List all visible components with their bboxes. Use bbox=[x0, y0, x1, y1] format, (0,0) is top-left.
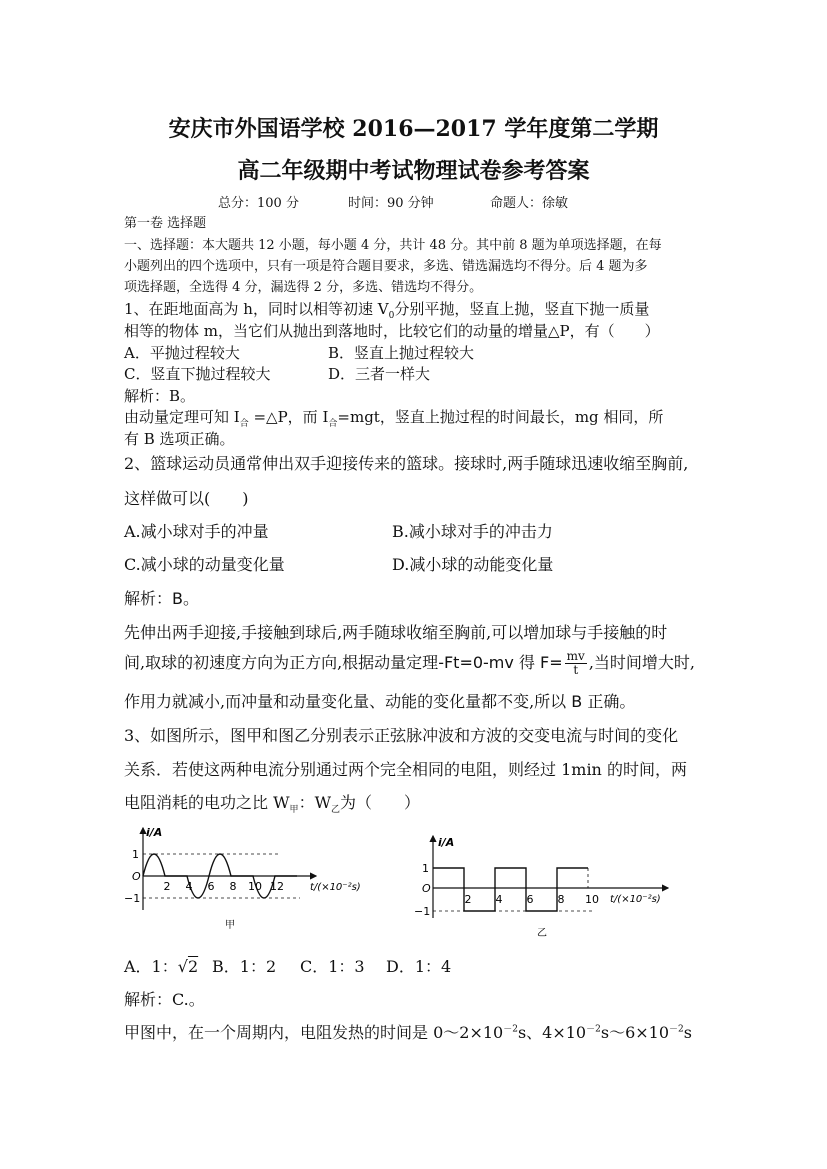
q3-stem-line: 关系．若使这两种电流分别通过两个完全相同的电阻，则经过 1min 的时间，两 bbox=[124, 760, 687, 779]
q3-stem-line: 电阻消耗的电功之比 $W_甲$：$W_乙$为（ ） bbox=[124, 793, 421, 816]
y-tick-label: 1 bbox=[132, 848, 139, 861]
q3-stem-line: 3、如图所示，图甲和图乙分别表示正弦脉冲波和方波的交变电流与时间的变化 bbox=[124, 726, 679, 745]
x-axis-label: t/(×10⁻²s) bbox=[610, 894, 661, 905]
q3-option-b: B．1：2 bbox=[212, 957, 277, 976]
q3-option-c: C．1：3 bbox=[300, 957, 365, 976]
formula-fraction: $\frac{mv}{t}$ bbox=[566, 649, 585, 677]
document-title: 安庆市外国语学校 2016—2017 学年度第二学期 bbox=[168, 116, 659, 142]
x-tick-labels bbox=[465, 893, 600, 906]
q1-option-c: C．竖直下抛过程较大 bbox=[124, 365, 271, 383]
q3-explanation-line: 甲图中，在一个周期内，电阻发热的时间是 $0\sim 2\times 10^{-2}s$、$4\times 10^{-2}s\sim 6\times 10^{-2}s$ bbox=[124, 1023, 692, 1042]
x-tick-label: 8 bbox=[557, 893, 565, 906]
q1-explanation-line: 由动量定理可知 $I_合$ =△P，而 $I_合=mgt$，竖直上抛过程的时间最长，mg 相同，所 bbox=[124, 408, 664, 429]
q1-option-b: B．竖直上抛过程较大 bbox=[328, 344, 475, 362]
y-tick-label: −1 bbox=[124, 892, 141, 905]
q1-option-d: D．三者一样大 bbox=[328, 365, 431, 383]
q2-answer: 解析：B。 bbox=[124, 589, 200, 608]
section-intro-line: 项选择题，全选得 4 分，漏选得 2 分，多选、错选均不得分。 bbox=[124, 280, 483, 295]
sqrt-symbol: √ bbox=[177, 957, 188, 976]
x-tick-label: 2 bbox=[163, 880, 171, 893]
origin-label: O bbox=[132, 870, 141, 883]
x-tick-labels bbox=[164, 880, 285, 893]
figure-caption: 乙 bbox=[537, 928, 547, 939]
figure-jia-sine-pulse bbox=[120, 822, 390, 942]
q2-option-a: A.减小球对手的冲量 bbox=[124, 522, 269, 541]
y-tick-label: 1 bbox=[422, 862, 429, 875]
x-tick-label: 8 bbox=[229, 880, 237, 893]
x-tick-label: 6 bbox=[526, 893, 534, 906]
q2-explanation-line: 先伸出两手迎接,手接触到球后,两手随球收缩至胸前,可以增加球与手接触的时 bbox=[124, 623, 668, 642]
q2-stem-line: 这样做可以( ) bbox=[124, 489, 249, 508]
y-tick-label: −1 bbox=[414, 905, 431, 918]
q1-answer: 解析：B。 bbox=[124, 387, 196, 405]
square-wave bbox=[433, 868, 588, 911]
q3-answer: 解析：C.。 bbox=[124, 990, 205, 1009]
q2-explanation-line: 间,取球的初速度方向为正方向,根据动量定理-Ft=0-mv 得 F= $\frac{mv}{t}$ ,当时间增大时, bbox=[124, 649, 696, 677]
q1-option-a: A．平抛过程较大 bbox=[124, 344, 240, 362]
q3-option-d: D．1：4 bbox=[386, 957, 452, 976]
x-tick-label: 10 bbox=[248, 880, 262, 893]
q1-stem-line: 相等的物体 m，当它们从抛出到落地时，比较它们的动量的增量△P，有（ ） bbox=[124, 322, 660, 340]
x-tick-label: 2 bbox=[464, 893, 472, 906]
q2-option-b: B.减小球对手的冲击力 bbox=[392, 522, 553, 541]
x-tick-label: 12 bbox=[270, 880, 284, 893]
x-tick-label: 6 bbox=[207, 880, 215, 893]
document-subtitle: 高二年级期中考试物理试卷参考答案 bbox=[237, 158, 590, 184]
q2-explanation-line: 作用力就减小,而冲量和动量变化量、动能的变化量都不变,所以 B 正确。 bbox=[124, 692, 636, 711]
meta-time: 时间：90 分钟 bbox=[348, 196, 434, 211]
y-axis-label: i/A bbox=[146, 826, 163, 839]
q1-stem-line: 1、在距地面高为 h，同时以相等初速 $V_0$分别平抛，竖直上抛，竖直下抛一质量 bbox=[124, 300, 650, 321]
q2-stem-line: 2、篮球运动员通常伸出双手迎接传来的篮球。接球时,两手随球迅速收缩至胸前, bbox=[124, 454, 689, 473]
q2-option-c: C.减小球的动量变化量 bbox=[124, 555, 285, 574]
section-intro-line: 一、选择题：本大题共 12 小题，每小题 4 分，共计 48 分。其中前 8 题为单项选择题，在每 bbox=[124, 238, 662, 253]
origin-label: O bbox=[422, 882, 431, 895]
x-tick-label: 4 bbox=[185, 880, 193, 893]
x-tick-label: 10 bbox=[585, 893, 599, 906]
q1-explanation-line: 有 B 选项正确。 bbox=[124, 430, 235, 448]
figure-caption: 甲 bbox=[225, 920, 235, 931]
meta-total-score: 总分：100 分 bbox=[218, 196, 299, 211]
meta-author: 命题人：徐敏 bbox=[490, 196, 569, 211]
x-axis-label: t/(×10⁻²s) bbox=[310, 882, 361, 893]
y-axis-label: i/A bbox=[438, 836, 455, 849]
section-title: 第一卷 选择题 bbox=[124, 216, 207, 231]
q2-option-d: D.减小球的动能变化量 bbox=[392, 555, 554, 574]
figure-yi-square-wave bbox=[412, 832, 687, 947]
x-tick-label: 4 bbox=[495, 893, 503, 906]
q3-option-a: A．1：√2 bbox=[124, 957, 199, 976]
section-intro-line: 小题列出的四个选项中，只有一项是符合题目要求，多选、错选漏选均不得分。后 4 题为多 bbox=[124, 259, 648, 274]
